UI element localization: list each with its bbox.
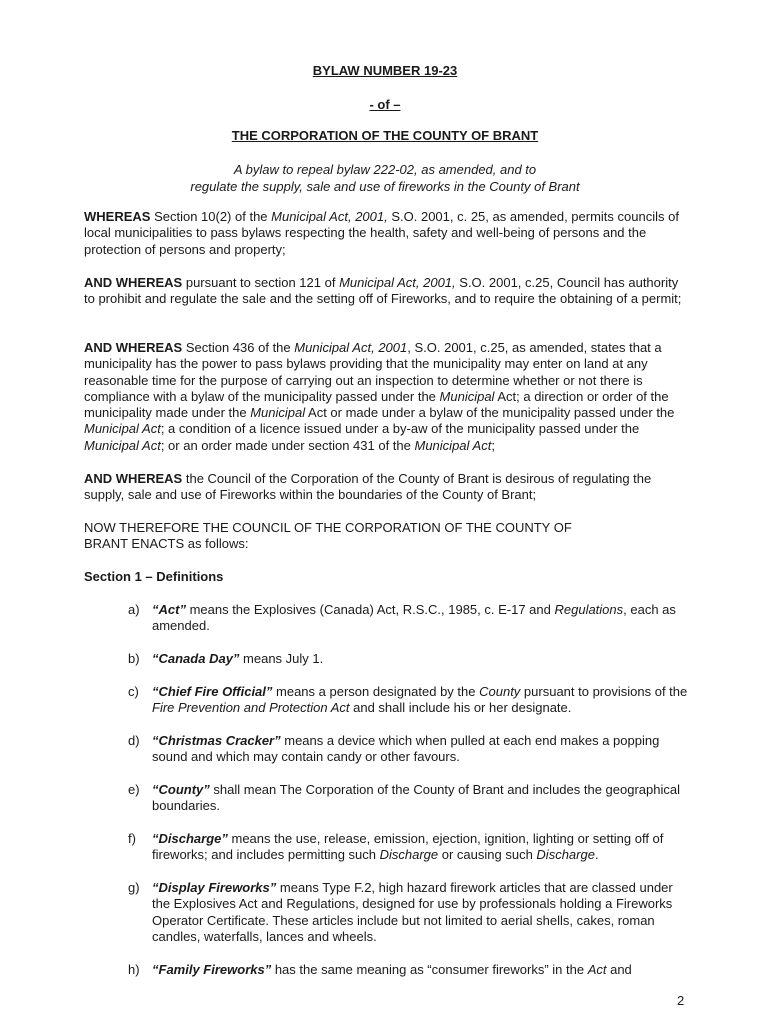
text-run: Regulations <box>554 602 624 617</box>
definition-marker: h) <box>128 962 140 977</box>
text-run: AND WHEREAS <box>84 471 183 486</box>
enactment-clause <box>84 520 684 553</box>
definition-text <box>152 880 688 945</box>
text-run: and shall include his or her designate. <box>349 700 572 716</box>
text-run: “Canada Day” <box>152 651 240 666</box>
text-run: Municipal Act, 2001 <box>294 340 408 355</box>
text-run: Municipal <box>250 405 306 421</box>
text-run: pursuant to provisions of the <box>520 684 688 699</box>
text-run: has the same meaning as “consumer fireworks” in the <box>271 962 588 977</box>
text-run: Municipal Act <box>84 437 161 453</box>
text-run: shall mean The Corporation of the County of Brant and includes the geographical boundaries. <box>152 782 681 814</box>
text-run: Municipal Act, 2001, <box>271 209 388 224</box>
text-run: AND WHEREAS <box>84 340 183 355</box>
bylaw-subtitle <box>0 161 770 195</box>
text-run: “Display Fireworks” <box>152 880 277 895</box>
definition-marker: b) <box>128 651 140 666</box>
definition-text <box>152 733 688 766</box>
text-run: Municipal Act <box>84 421 161 437</box>
text-run: means the use, release, emission, ejection, ignition, lighting or setting off of fireworks; and includes permitting such <box>152 831 664 863</box>
definition-item <box>128 684 688 717</box>
text-run: or causing such <box>438 847 537 863</box>
text-run: . <box>594 847 599 863</box>
text-run: ; or an order made under section 431 of the <box>160 437 415 453</box>
text-run: ; <box>491 437 495 453</box>
text-run: Municipal <box>439 388 495 404</box>
enactment-line-2: BRANT ENACTS as follows: <box>84 536 249 552</box>
recital-1 <box>84 209 684 258</box>
recital-3 <box>84 340 684 454</box>
text-run: Act <box>587 962 607 977</box>
text-run: the Council of the Corporation of the County of Brant is desirous of regulating the supply, sale and use of Fireworks within the boundaries of the County of Brant; <box>84 471 652 503</box>
text-run: Discharge <box>379 847 439 863</box>
subtitle-line-1: A bylaw to repeal bylaw 222-02, as amended, and to <box>233 162 537 177</box>
text-run: “Chief Fire Official” <box>152 684 273 699</box>
text-run: Discharge <box>536 847 595 863</box>
text-run: , each as amended. <box>152 602 676 634</box>
recital-4 <box>84 471 684 504</box>
text-run: Municipal Act, 2001, <box>339 275 456 290</box>
definition-item <box>128 962 688 978</box>
text-run: “Discharge” <box>152 831 228 846</box>
definition-text <box>152 782 688 815</box>
page-number: 2 <box>677 993 685 1008</box>
text-run: “County” <box>152 782 210 797</box>
definition-item <box>128 733 688 766</box>
text-run: AND WHEREAS <box>84 275 183 290</box>
section-1-heading: Section 1 – Definitions <box>84 569 224 584</box>
text-run: Section 10(2) of the <box>150 209 272 224</box>
subtitle-line-2: regulate the supply, sale and use of fireworks in the County of Brant <box>190 179 580 194</box>
text-run: ; a condition of a licence issued under a by-aw of the municipality passed under the <box>160 421 640 437</box>
definition-item <box>128 782 688 815</box>
text-run: WHEREAS <box>84 209 151 224</box>
text-run: , S.O. 2001, c.25, as amended, states that a municipality has the power to pass bylaws providing that the municipality may enter on land at any reasonable time for the purpose of carrying out an inspection to determine whether or not there is compliance with a bylaw of the municipality passed under the <box>84 340 662 404</box>
definition-text <box>152 831 688 864</box>
text-run: Act; a direction or order of the municipality made under the <box>84 388 669 421</box>
definition-marker: e) <box>128 782 140 797</box>
text-run: S.O. 2001, c.25, Council has authority to prohibit and regulate the sale and the setting off of Fireworks, and to require the obtaining of a permit; <box>84 275 682 307</box>
text-run: and <box>606 962 632 977</box>
text-run: County <box>479 684 521 699</box>
text-run: “Family Fireworks” <box>152 962 272 977</box>
definition-text <box>152 651 688 667</box>
corporation-title: THE CORPORATION OF THE COUNTY OF BRANT <box>231 128 539 143</box>
bylaw-number-title: BYLAW NUMBER 19-23 <box>312 63 458 78</box>
text-run: means Type F.2, high hazard firework articles that are classed under the Explosives Act and Regulations, designed for use by professionals holding a Fireworks Operator Certificate. These articles include but not limited to aerial shells, cakes, roman candles, waterfalls, lances and wheels. <box>152 880 673 944</box>
definition-marker: c) <box>128 684 139 699</box>
definition-text <box>152 602 688 635</box>
text-run: “Act” <box>152 602 186 617</box>
text-run: means a device which when pulled at each end makes a popping sound and which may contain candy or other favours. <box>152 733 660 765</box>
enactment-line-1: NOW THEREFORE THE COUNCIL OF THE CORPORATION OF THE COUNTY OF <box>84 520 572 535</box>
definition-marker: f) <box>128 831 136 846</box>
text-run: S.O. 2001, c. 25, as amended, permits councils of local municipalities to pass bylaws respecting the health, safety and well-being of persons and the protection of persons and property; <box>84 209 679 257</box>
definition-item <box>128 602 688 635</box>
text-run: “Christmas Cracker” <box>152 733 281 748</box>
text-run: means a person designated by the <box>272 684 480 699</box>
definition-text <box>152 684 688 717</box>
definition-marker: a) <box>128 602 140 617</box>
text-run: Act or made under a bylaw of the municipality passed under the <box>305 405 675 421</box>
definition-text <box>152 962 688 978</box>
text-run: pursuant to section 121 of <box>182 275 340 290</box>
definition-marker: g) <box>128 880 140 895</box>
text-run: Fire Prevention and Protection Act <box>152 700 350 716</box>
text-run: means July 1. <box>239 651 324 666</box>
of-line: - of – <box>369 97 401 112</box>
text-run: Section 436 of the <box>182 340 295 355</box>
definition-marker: d) <box>128 733 140 748</box>
definition-item <box>128 651 688 667</box>
text-run: means the Explosives (Canada) Act, R.S.C., 1985, c. E-17 and <box>185 602 555 617</box>
text-run: Municipal Act <box>414 437 492 453</box>
recital-2 <box>84 275 684 308</box>
definition-item <box>128 831 688 864</box>
definition-item <box>128 880 688 945</box>
